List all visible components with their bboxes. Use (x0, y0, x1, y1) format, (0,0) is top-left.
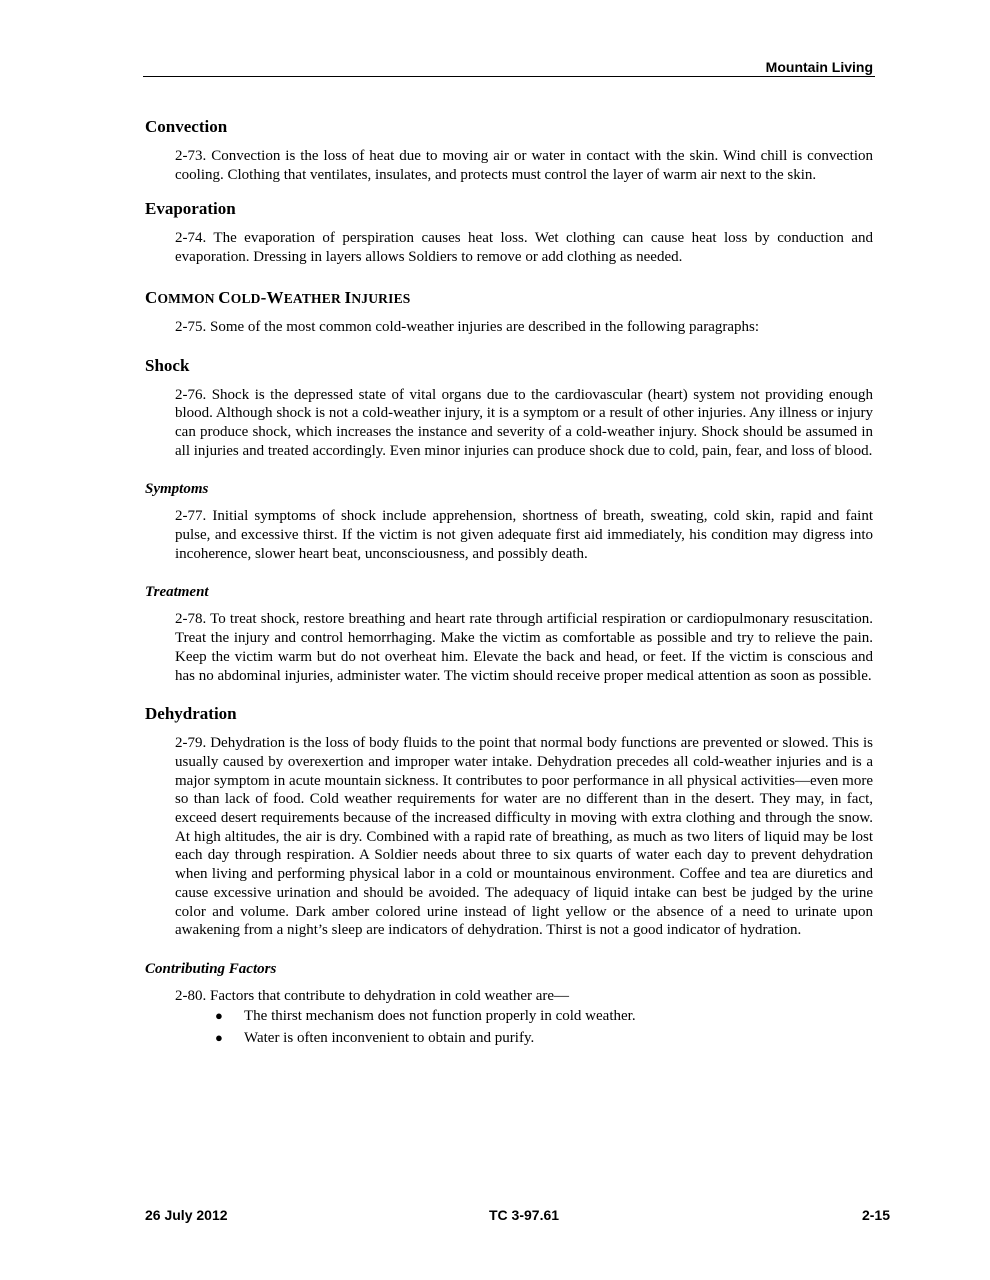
footer-page-number: 2-15 (861, 1207, 890, 1223)
list-item-text: Water is often inconvenient to obtain and purify. (244, 1029, 535, 1046)
heading-part: OLD (230, 290, 261, 306)
running-title: Mountain Living (765, 59, 873, 75)
heading-shock: Shock (145, 355, 190, 375)
list-item-text: The thirst mechanism does not function properly in cold weather. (244, 1007, 636, 1024)
paragraph-2-77: 2-77. Initial symptoms of shock include apprehension, shortness of breath, sweating, cold skin, rapid and faint pulse, and excessive thirst. If the victim is not given adequate first aid immediately, his condition may digress into incoherence, slower heart beat, unconsciousness, and possibly death. (175, 508, 873, 562)
heading-treatment: Treatment (145, 584, 209, 601)
page-body (145, 116, 873, 1049)
footer-date: 26 July 2012 (145, 1207, 228, 1223)
footer-document-id: TC 3-97.61 (489, 1207, 560, 1223)
paragraph-2-76: 2-76. Shock is the depressed state of vital organs due to the cardiovascular (heart) system not providing enough blood. Although shock is not a cold-weather injury, it is a symptom or a result of other injuries. Any illness or injury can produce shock, which increases the instance and severity of a cold-weather injury. Shock should be assumed in all injuries and treated accordingly. Even minor injuries can produce shock due to cold, pain, fear, and loss of blood. (175, 386, 873, 459)
list-item (145, 1027, 873, 1049)
heading-part: I (344, 287, 352, 307)
bullet-icon: ● (215, 1029, 223, 1045)
list-item (145, 1005, 873, 1027)
paragraph-2-74: 2-74. The evaporation of perspiration causes heat loss. Wet clothing can cause heat loss by conduction and evaporation. Dressing in layers allows Soldiers to remove or add clothing as needed. (175, 230, 873, 266)
bullet-icon: ● (215, 1007, 223, 1023)
paragraph-2-75: 2-75. Some of the most common cold-weather injuries are described in the following paragraphs: (175, 318, 760, 335)
heading-part: OMMON (157, 290, 219, 306)
heading-contributing-factors: Contributing Factors (145, 960, 277, 977)
heading-symptoms: Symptoms (145, 481, 209, 498)
heading-convection: Convection (145, 117, 228, 136)
page-header (143, 58, 875, 77)
paragraph-2-79: 2-79. Dehydration is the loss of body fluids to the point that normal body functions are prevented or slowed. This is usually caused by overexertion and improper water intake. Dehydration precedes all cold-weather injuries and is a major symptom in acute mountain sickness. It contributes to poor performance in all physical activities—even more so than lack of food. Cold weather requirements for water are no different than in the desert. They may, in fact, exceed desert requirements because of the increased difficulty in moving with extra clothing and through the snow. At high altitudes, the air is dry. Combined with a rapid rate of breathing, as much as two liters of liquid may be lost each day through respiration. A Soldier needs about three to six quarts of water each day to prevent dehydration when living and performing physical labor in a cold or mountainous environment. Coffee and tea are diuretics and cause excessive urination and should be avoided. The adequacy of liquid intake can best be judged by the urine color and volume. Dark amber colored urine instead of light yellow or the absence of a need to urinate upon awakening from a night’s sleep are indicators of dehydration. Thirst is not a good indicator of hydration. (175, 735, 873, 939)
paragraph-2-73: 2-73. Convection is the loss of heat due to moving air or water in contact with the skin. Wind chill is convection cooling. Clothing that ventilates, insulates, and protects must control the layer of warm air next to the skin. (175, 148, 873, 183)
bullet-list (145, 1005, 873, 1049)
heading-part: C (145, 287, 158, 307)
heading-dehydration: Dehydration (145, 704, 237, 724)
heading-part: -W (260, 287, 284, 307)
heading-part: EATHER (283, 290, 345, 306)
heading-part: NJURIES (351, 290, 411, 306)
heading-evaporation: Evaporation (145, 199, 236, 219)
heading-part: C (218, 287, 231, 307)
page-footer (145, 1207, 890, 1225)
heading-common-cold-weather-injuries (145, 287, 873, 310)
paragraph-2-80: 2-80. Factors that contribute to dehydration in cold weather are— (175, 987, 570, 1004)
paragraph-2-78: 2-78. To treat shock, restore breathing and heart rate through artificial respiration or cardiopulmonary resuscitation. Treat the injury and control hemorrhaging. Make the victim as comfortable as possible and try to relieve the pain. Keep the victim warm but do not overheat him. Elevate the back and head, or feet. If the victim is conscious and has no abdominal injuries, administer water. The victim should receive proper medical attention as soon as possible. (175, 611, 873, 684)
